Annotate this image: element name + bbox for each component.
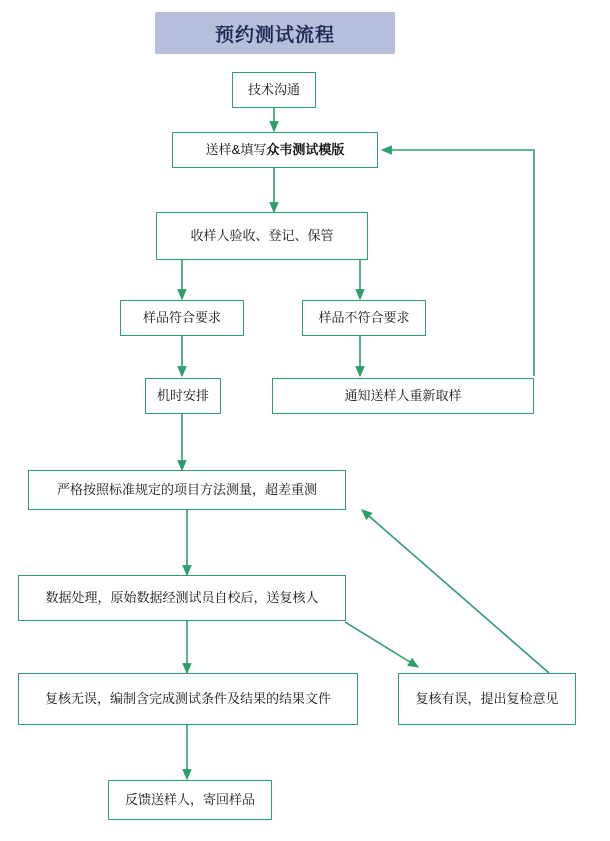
node-measure-per-standard: 严格按照标准规定的项目方法测量，超差重测 [28,470,346,510]
connector-n11-n8 [362,510,549,673]
node-receive-inspect-register-store: 收样人验收、登记、保管 [156,212,368,260]
node-machine-time-scheduling: 机时安排 [145,378,221,414]
node-data-processing-self-check: 数据处理，原始数据经测试员自校后，送复核人 [18,575,346,621]
node-submit-sample-fill-template [172,132,378,168]
node-technical-communication: 技术沟通 [232,72,316,108]
node-sample-meets-requirements: 样品符合要求 [120,300,244,336]
node-review-passed-compile-report: 复核无误，编制含完成测试条件及结果的结果文件 [18,673,358,725]
node-review-failed-recheck-opinion: 复核有误，提出复检意见 [398,673,576,725]
connector-n9-n11 [345,622,418,667]
node-label-prefix: 送样&填写 [205,141,267,157]
node-label-bold: 众韦测试模版 [266,141,345,157]
diagram-title: 预约测试流程 [155,12,395,54]
node-feedback-return-sample: 反馈送样人，寄回样品 [108,780,272,820]
node-sample-not-meets-requirements: 样品不符合要求 [302,300,426,336]
connector-n7-n2 [382,150,534,376]
node-notify-resubmit-sample: 通知送样人重新取样 [272,378,534,414]
